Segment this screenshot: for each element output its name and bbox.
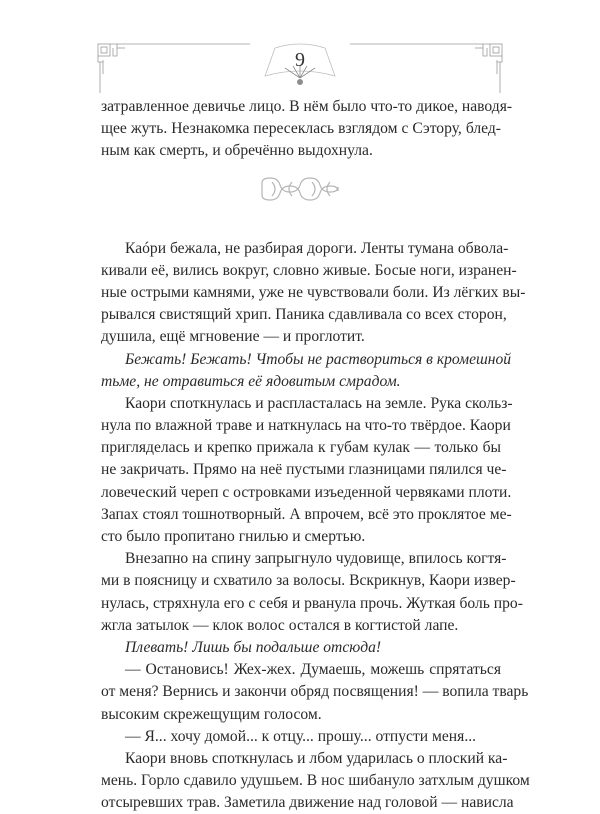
text-line: высоким скрежещущим голосом. — [101, 705, 322, 723]
paragraph-italic — [101, 637, 501, 659]
book-text-body — [101, 96, 530, 814]
paragraph — [101, 393, 513, 548]
text-line: — Я... хочу домой... к отцу... прошу... отпусти меня... — [125, 727, 477, 745]
paragraph-italic — [101, 349, 512, 393]
text-line: рывался свистящий хрип. Паника сдавливала со всех сторон, — [101, 306, 507, 324]
text-line: — Остановись! Жех-жех. Думаешь, можешь спрятаться — [125, 661, 501, 679]
text-line: нулась, стряхнула его с себя и рванула прочь. Жуткая боль про- — [101, 594, 523, 612]
text-line: не закричать. Прямо на неё пустыми глазницами пялился че- — [101, 461, 507, 479]
paragraph — [101, 238, 526, 349]
text-line: ми в поясницу и схватило за волосы. Вскрикнув, Каори извер- — [101, 572, 516, 590]
text-line: сто было пропитано гнилью и смертью. — [101, 528, 366, 545]
text-line: тьме, не отравиться её ядовитым смрадом. — [101, 372, 401, 390]
paragraph-dialogue — [101, 726, 501, 748]
text-line: затравленное девичье лицо. В нём было что-то дикое, наводя- — [101, 98, 513, 115]
text-line: ловеческий череп с островками изъеденной червяками плоти. — [101, 483, 512, 501]
text-line: Внезапно на спину запрыгнуло чудовище, впилось когтя- — [125, 550, 507, 568]
section-separator — [101, 163, 501, 223]
text-line: Запах стоял тошнотворный. А впрочем, всё это проклятое ме- — [101, 505, 512, 523]
paragraph-dialogue — [101, 659, 529, 726]
text-line: Каори споткнулась и распласталась на земле. Рука скольз- — [125, 394, 513, 412]
page-header — [95, 38, 505, 98]
text-line: душила, ещё мгновение — и проглотит. — [101, 328, 365, 346]
text-line: от меня? Вернись и закончи обряд посвящения! — вопила тварь — [101, 683, 529, 701]
text-line: ным как смерть, и обречённо выдохнула. — [101, 142, 373, 160]
text-line: Каори вновь споткнулась и лбом ударилась о плоский ка- — [125, 749, 508, 767]
text-line: Плевать! Лишь бы подальше отсюда! — [125, 638, 382, 656]
text-line: отсыревших трав. Заметила движение над головой — нависла — [101, 794, 514, 812]
text-line: щее жуть. Незнакомка пересеклась взглядом с Сэтору, блед- — [101, 120, 501, 138]
text-line: нула по влажной траве и наткнулась на что-то твёрдое. Каори — [101, 417, 511, 435]
text-line: кивали её, вились вокруг, словно живые. Босые ноги, изранен- — [101, 261, 517, 279]
text-line: пригляделась и крепко прижала к губам кулак — только бы — [101, 439, 501, 457]
paragraph — [101, 96, 513, 163]
text-line: ные острыми камнями, уже не чувствовали боли. Из лёгких вы- — [101, 283, 526, 301]
text-line: Каóри бежала, не разбирая дороги. Ленты тумана обвола- — [125, 239, 509, 257]
text-line: жгла затылок — клок волос остался в когтистой лапе. — [101, 616, 459, 634]
page-number: 9 — [295, 49, 305, 71]
paragraph — [101, 548, 523, 637]
celtic-knot-icon — [258, 175, 344, 205]
text-line: мень. Горло сдавило удушьем. В нос шибануло затхлым душком — [101, 772, 530, 790]
paragraph — [101, 748, 530, 814]
text-line: Бежать! Бежать! Чтобы не раствориться в кромешной — [125, 350, 512, 368]
